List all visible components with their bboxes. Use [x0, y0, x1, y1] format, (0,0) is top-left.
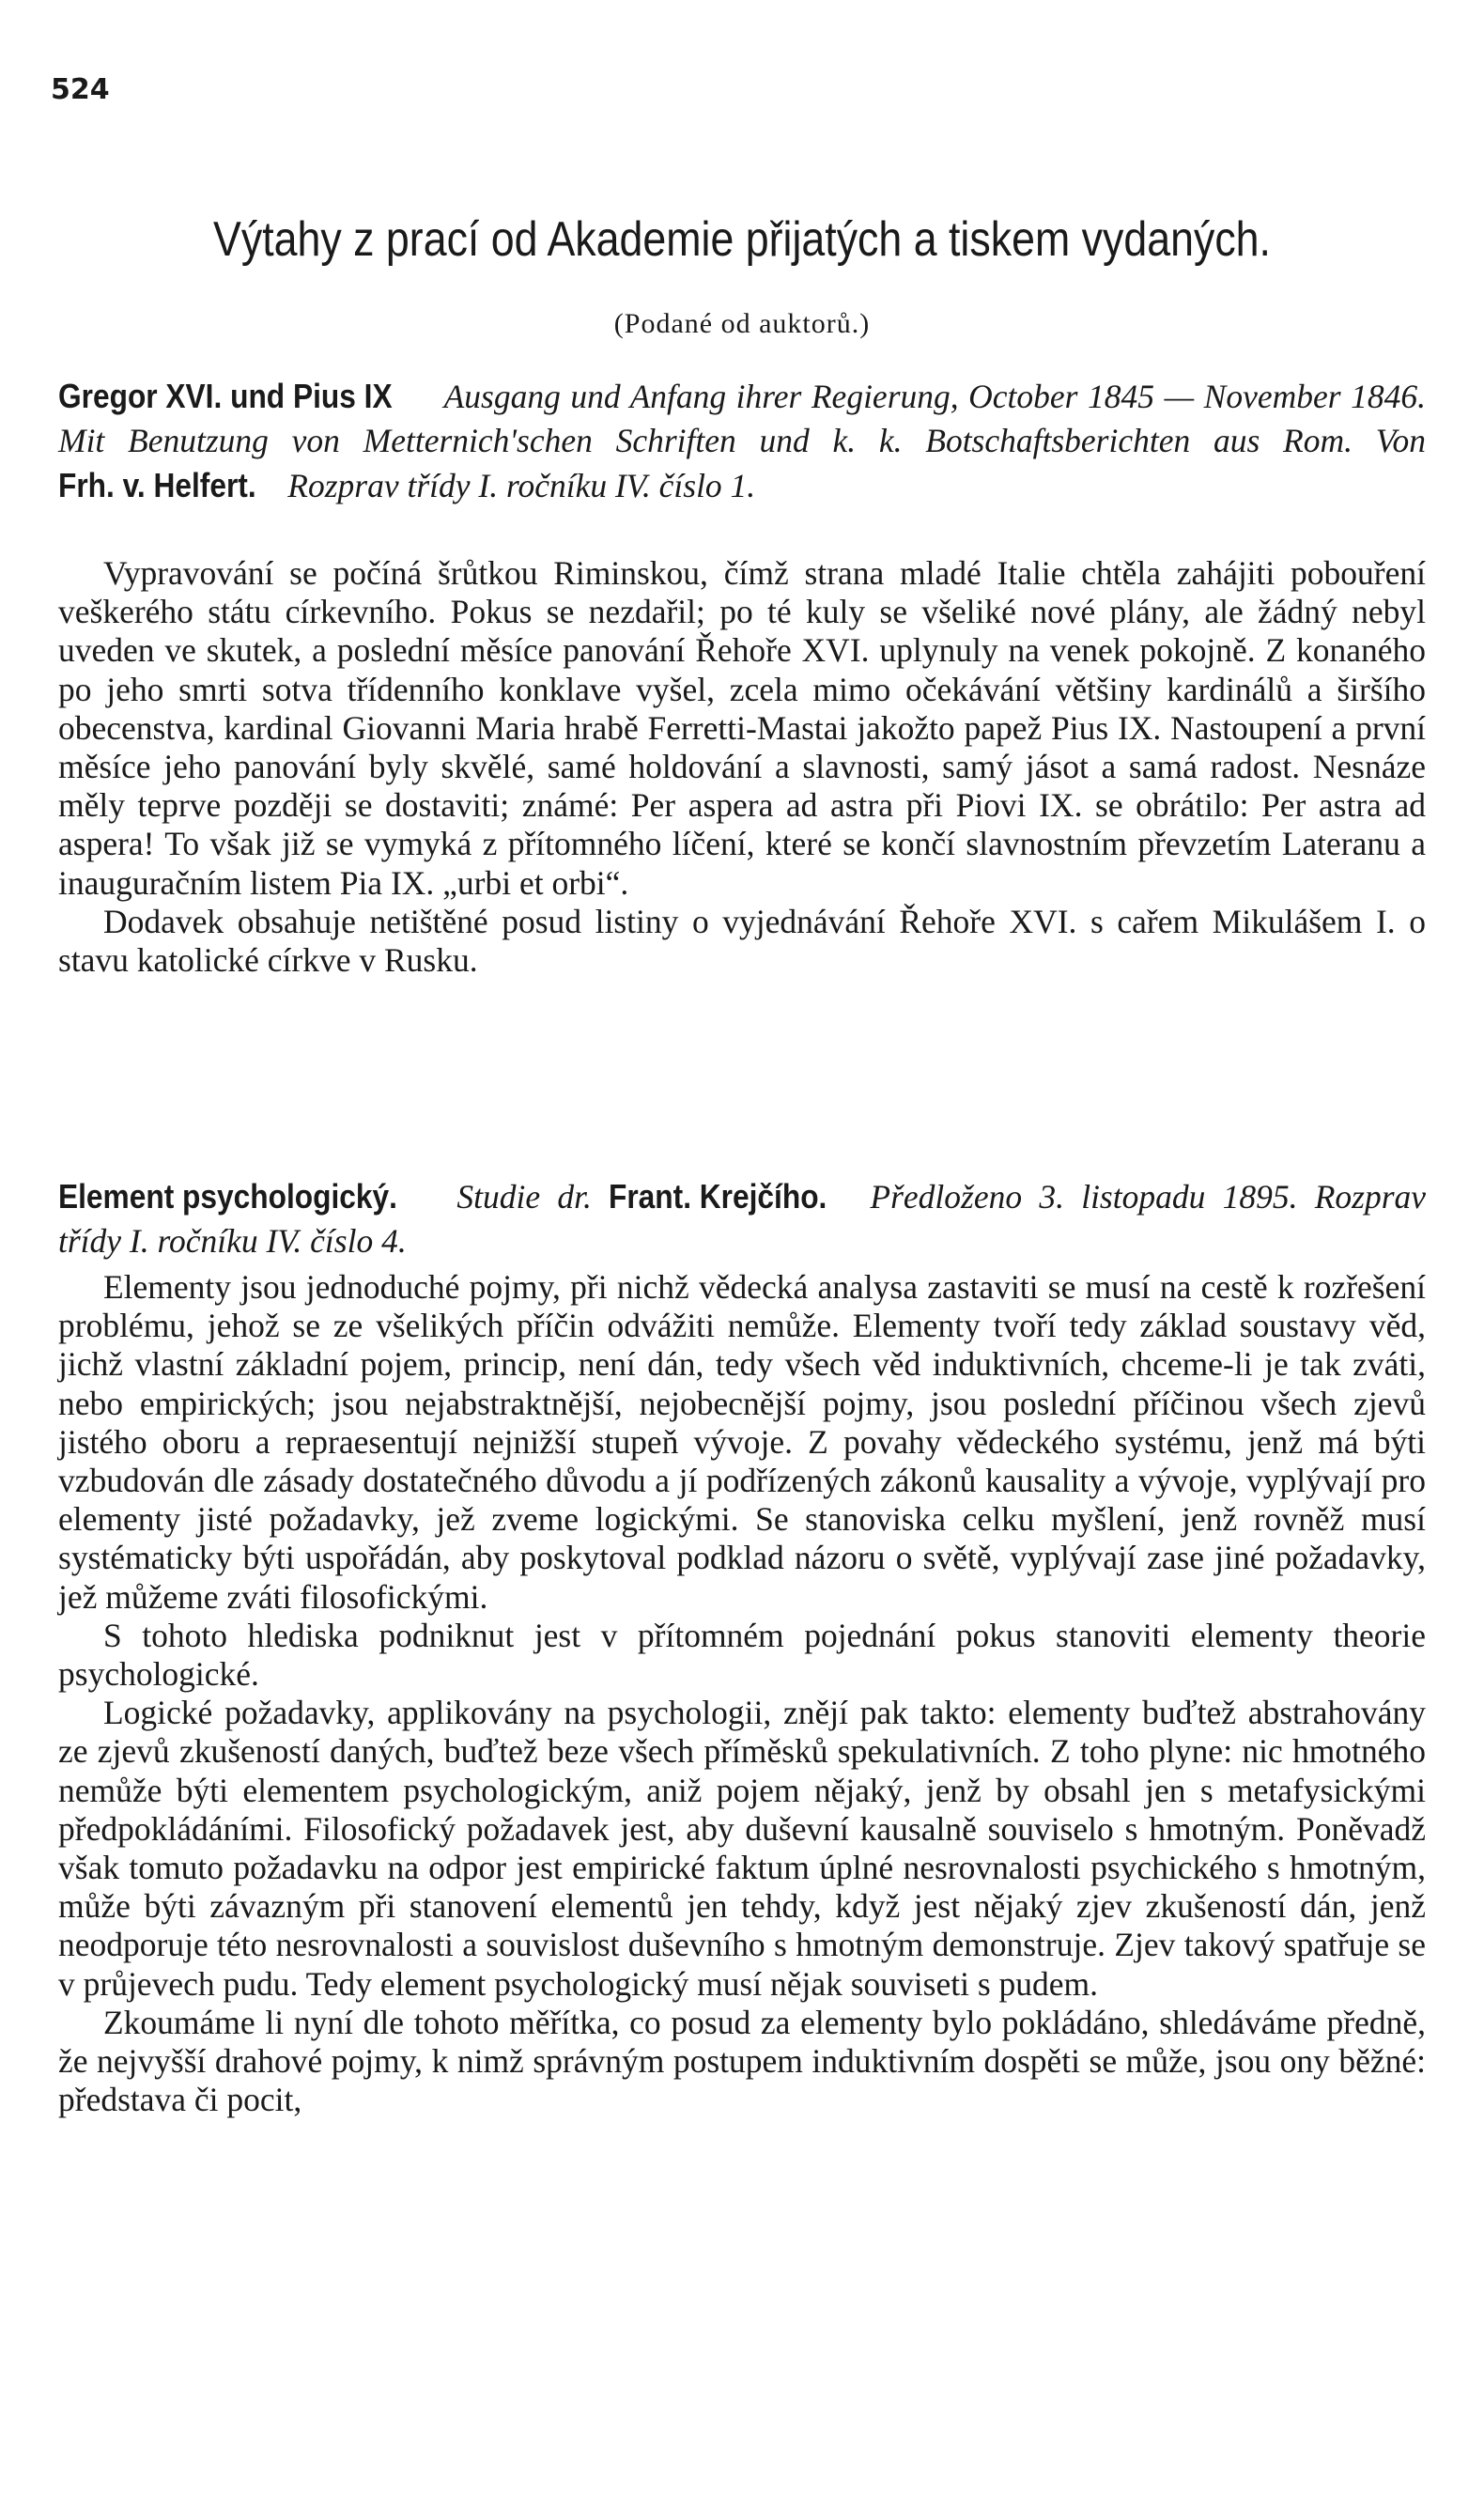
entry-1-author: Gregor XVI. und Pius IX — [58, 377, 393, 415]
entry-1-work: Ausgang und Anfang ihrer Regierung, October 1845 — November 1846. Mit Benutzung von Metternich'schen Schriften und k. k. Botschaftsberichten aus Rom. Von — [58, 378, 1426, 459]
page-subtitle: (Podané od auktorů.) — [613, 308, 871, 339]
entry-1-source: Rozprav třídy I. ročníku IV. číslo 1. — [287, 467, 756, 504]
entry-2-paragraph: Logické požadavky, applikovány na psychologii, znějí pak takto: elementy buďtež abstrahovány ze zjevů zkušeností daných, buďtež beze všech příměsků spekulativních. Z toho plyne: nic hmotného nemůže býti elementem psychologickým, aniž pojem nějaký, jenž by obsahl jen s metafysickými předpokládáními. Filosofický požadavek jest, aby duševní kausalně souviselo s hmotným. Poněvadž však tomuto požadavku na odpor jest empirické faktum úplné nesrovnalosti psychického s hmotným, může býti závazným při stanovení elementů jen tehdy, když jest nějaký zjev zkušeností dán, jenž neodporuje této nesrovnalosti a souvislost duševního s hmotným demonstruje. Zjev takový spatřuje se v průjevech pudu. Tedy element psychologický musí nějak souviseti s pudem. — [58, 1694, 1426, 2003]
entry-2-header — [58, 1174, 1426, 1263]
page-number: 524 — [51, 73, 110, 106]
entry-1-body — [58, 554, 1426, 980]
entry-1-paragraph: Dodavek obsahuje netištěné posud listiny o vyjednávání Řehoře XVI. s cařem Mikulášem I. o stavu katolické církve v Rusku. — [58, 902, 1426, 980]
entry-1-paragraph: Vypravování se počíná šrůtkou Riminskou, čímž strana mladé Italie chtěla zahájiti pobouření veškerého státu církevního. Pokus se nezdařil; po té kuly se všeliké nové plány, ale žádný nebyl uveden ve skutek, a poslední měsíce panování Řehoře XVI. uplynuly na venek pokojně. Z konaného po jeho smrti sotva třídenního konklave vyšel, zcela mimo očekávání většiny kardinálů a širšího obecenstva, kardinal Giovanni Maria hrabě Ferretti-Mastai jakožto papež Pius IX. Nastoupení a první měsíce jeho panování byly skvělé, samé holdování a slavnosti, samý jásot a samá radost. Nesnáze měly teprve později se dostaviti; známé: Per aspera ad astra při Piovi IX. se obrátilo: Per astra ad aspera! To však již se vymyká z přítomného líčení, které se končí slavnostním převzetím Lateranu a inauguračním listem Pia IX. „urbi et orbi“. — [58, 554, 1426, 902]
entry-2-paragraph: Elementy jsou jednoduché pojmy, při nichž vědecká analysa zastaviti se musí na cestě k rozřešení problému, jehož se ze všelikých příčin odvážiti nemůže. Elementy tvoří tedy základ soustavy věd, jichž vlastní základní pojem, princip, není dán, tedy všech věd induktivních, chceme-li je tak zváti, nebo empirických; jsou nejabstraktnější, nejobecnější pojmy, jsou poslední příčinou všech zjevů jistého oboru a repraesentují nejnižší stupeň vývoje. Z povahy vědeckého systému, jenž má býti vzbudován dle zásady dostatečného důvodu a jí podřízených zákonů kausality a vývoje, vyplývají pro elementy jisté požadavky, jež zveme logickými. Se stanoviska celku myšlení, jenž rovněž musí systématicky býti uspořádán, aby poskytoval podklad názoru o světě, vyplývají zase jiné požadavky, jež můžeme zváti filosofickými. — [58, 1268, 1426, 1616]
entry-1-author2: Frh. v. Helfert. — [58, 466, 256, 504]
entry-2-source: Předloženo 3. listopadu 1895. Rozprav třídy I. ročníku IV. číslo 4. — [58, 1178, 1427, 1260]
entry-2-title: Element psychologický. — [58, 1177, 397, 1216]
entry-2-paragraph: Zkoumáme li nyní dle tohoto měřítka, co posud za elementy bylo pokládáno, shledáváme předně, že nejvyšší drahové pojmy, k nimž správným postupem induktivním dospěti se může, jsou ony běžné: představa či pocit, — [58, 2003, 1426, 2119]
page-title: Výtahy z prací od Akademie přijatých a tiskem vydaných. — [213, 212, 1271, 267]
entry-2-author: Frant. Krejčího. — [609, 1177, 827, 1216]
entry-2-work: Studie dr. — [456, 1178, 592, 1216]
entry-2-paragraph: S tohoto hlediska podniknut jest v přítomném pojednání pokus stanoviti elementy theorie psychologické. — [58, 1616, 1426, 1694]
entry-2-body — [58, 1268, 1426, 2119]
entry-1-header — [58, 374, 1426, 508]
